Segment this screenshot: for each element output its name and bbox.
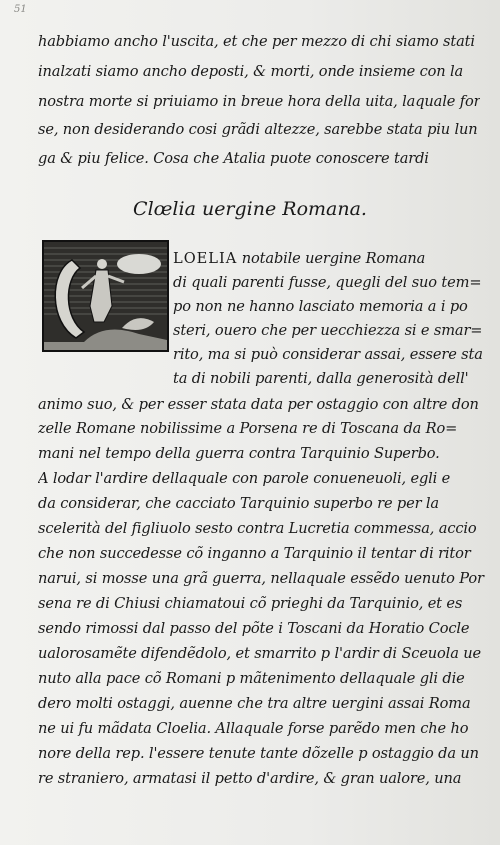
text-line: nore della rep. l'essere tenute tante dõzelle p ostaggio da un	[38, 745, 479, 762]
text-line: ga & piu felice. Cosa che Atalia puote conoscere tardi	[38, 150, 429, 167]
text-line: di quali parenti fusse, quegli del suo tem=	[173, 274, 482, 291]
text-line: po non ne hanno lasciato memoria a i po	[173, 298, 468, 315]
text-line: zelle Romane nobilissime a Porsena re di Toscana da Ro=	[38, 420, 458, 437]
text-line: mani nel tempo della guerra contra Tarquinio Superbo.	[38, 445, 440, 462]
page-number: 51	[14, 4, 27, 15]
text-line: dero molti ostaggi, auenne che tra altre uergini assai Roma	[38, 695, 471, 712]
text-line: re straniero, armatasi il petto d'ardire, & gran ualore, una	[38, 770, 462, 787]
text-line: animo suo, & per esser stata data per ostaggio con altre don	[38, 396, 479, 413]
section-heading: Clœlia uergine Romana.	[133, 198, 367, 220]
text-line: rito, ma si può considerar assai, essere sta	[173, 346, 483, 363]
text-line: scelerità del figliuolo sesto contra Lucretia commessa, accio	[38, 520, 477, 537]
text-line: nuto alla pace cõ Romani p mãtenimento dellaquale gli die	[38, 670, 465, 687]
text-line: steri, ouero che per uecchiezza si e smar=	[173, 322, 483, 339]
text-line: narui, si mosse una grã guerra, nellaquale essẽdo uenuto Por	[38, 570, 484, 587]
text-line: A lodar l'ardire dellaquale con parole conueneuoli, egli e	[38, 470, 451, 487]
text-line: sena re di Chiusi chiamatoui cõ prieghi da Tarquinio, et es	[38, 595, 463, 612]
lead-word: LOELIA	[173, 250, 238, 267]
text-line-first: LOELIA notabile uergine Romana	[173, 250, 426, 267]
text-line: ta di nobili parenti, dalla generosità dell'	[173, 370, 469, 387]
text-line: habbiamo ancho l'uscita, et che per mezzo di chi siamo stati	[38, 33, 475, 50]
text-line: ne ui fu mãdata Cloelia. Allaquale forse parẽdo men che ho	[38, 720, 469, 737]
text-line: ualorosamẽte difendẽdolo, et smarrito p l'ardir di Sceuola ue	[38, 645, 481, 662]
decorated-initial	[42, 240, 169, 352]
text-line: inalzati siamo ancho deposti, & morti, onde insieme con la	[38, 63, 464, 80]
text-line: che non succedesse cõ inganno a Tarquinio il tentar di ritor	[38, 545, 471, 562]
text-line: se, non desiderando cosi grãdi altezze, sarebbe stata piu lun	[38, 121, 478, 138]
text-line: sendo rimossi dal passo del põte i Toscani da Horatio Cocle	[38, 620, 470, 637]
text-line: da considerar, che cacciato Tarquinio superbo re per la	[38, 495, 439, 512]
text-line: nostra morte si priuiamo in breue hora della uita, laquale for	[38, 93, 480, 110]
